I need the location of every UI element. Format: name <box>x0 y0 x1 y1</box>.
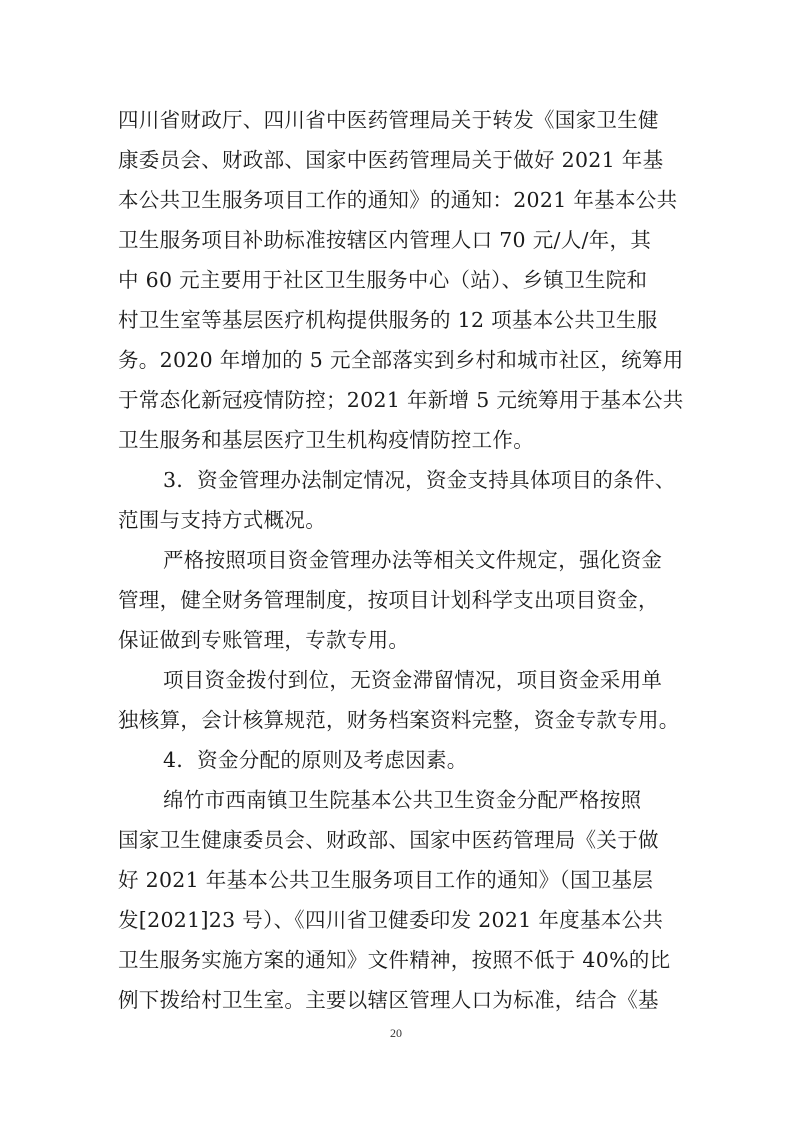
section-heading: 4．资金分配的原则及考虑因素。 <box>163 748 468 772</box>
text-line: 卫生服务和基层医疗卫生机构疫情防控工作。 <box>118 428 534 452</box>
text-line: 好 2021 年基本公共卫生服务项目工作的通知》（国卫基层 <box>118 868 654 892</box>
paragraph-start: 严格按照项目资金管理办法等相关文件规定，强化资金 <box>163 548 663 572</box>
text-line: 康委员会、财政部、国家中医药管理局关于做好 2021 年基 <box>118 148 664 172</box>
text-line: 本公共卫生服务项目工作的通知》的通知：2021 年基本公共 <box>118 188 678 212</box>
text-line: 例下拨给村卫生室。主要以辖区管理人口为标准，结合《基 <box>118 988 659 1012</box>
text-line: 管理，健全财务管理制度，按项目计划科学支出项目资金， <box>118 588 659 612</box>
text-line: 发[2021]23 号）、《四川省卫健委印发 2021 年度基本公共 <box>118 908 664 932</box>
section-heading: 3．资金管理办法制定情况，资金支持具体项目的条件、 <box>163 468 676 492</box>
text-line: 保证做到专账管理，专款专用。 <box>118 628 410 652</box>
text-line: 独核算，会计核算规范，财务档案资料完整，资金专款专用。 <box>118 708 680 732</box>
text-line: 中 60 元主要用于社区卫生服务中心（站）、乡镇卫生院和 <box>118 268 648 292</box>
text-line: 范围与支持方式概况。 <box>118 508 326 532</box>
text-line: 卫生服务实施方案的通知》文件精神，按照不低于 40%的比 <box>118 948 671 972</box>
paragraph-start: 项目资金拨付到位，无资金滞留情况，项目资金采用单 <box>163 668 663 692</box>
text-line: 务。2020 年增加的 5 元全部落实到乡村和城市社区，统筹用 <box>118 348 684 372</box>
page-number: 20 <box>390 1026 402 1040</box>
paragraph-start: 绵竹市西南镇卫生院基本公共卫生资金分配严格按照 <box>163 788 642 812</box>
text-line: 村卫生室等基层医疗机构提供服务的 12 项基本公共卫生服 <box>118 308 658 332</box>
text-line: 于常态化新冠疫情防控；2021 年新增 5 元统筹用于基本公共 <box>118 388 684 412</box>
text-line: 卫生服务项目补助标准按辖区内管理人口 70 元/人/年，其 <box>118 228 652 252</box>
text-line: 国家卫生健康委员会、财政部、国家中医药管理局《关于做 <box>118 828 659 852</box>
text-line: 四川省财政厅、四川省中医药管理局关于转发《国家卫生健 <box>118 108 659 132</box>
